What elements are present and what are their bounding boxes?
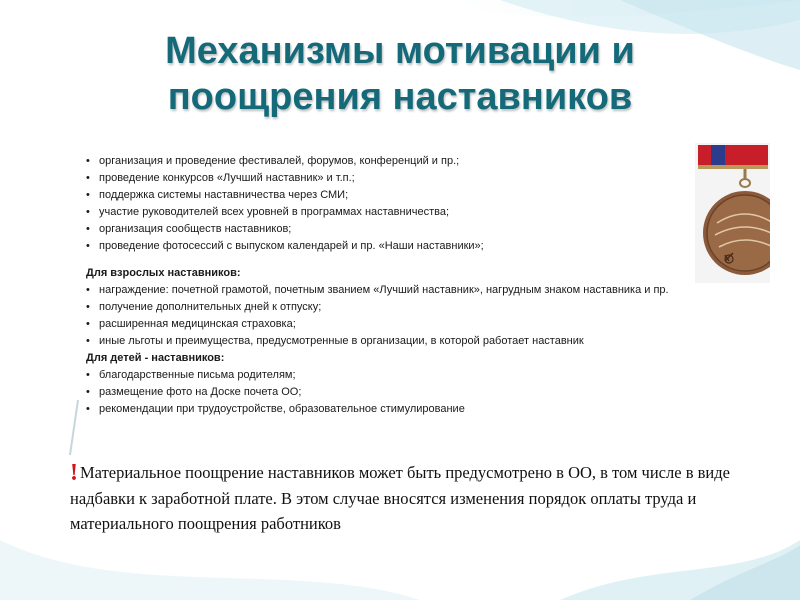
list-item: • проведение конкурсов «Лучший наставник» и т.п.; [86, 170, 736, 187]
list-item: • получение дополнительных дней к отпуску; [86, 299, 736, 316]
list-item: • проведение фотосессий с выпуском календарей и пр. «Наши наставники»; [86, 238, 736, 255]
medal-image [695, 143, 770, 283]
slide-title [60, 28, 740, 120]
children-section-heading: Для детей - наставников: [86, 352, 225, 364]
general-list [86, 153, 736, 255]
list-item: • рекомендации при трудоустройстве, образовательное стимулирование [86, 401, 736, 418]
note-paragraph [70, 460, 770, 536]
list-item: • размещение фото на Доске почета ОО; [86, 384, 736, 401]
adult-list [86, 284, 736, 350]
mechanisms-lists [86, 153, 736, 418]
exclamation-mark: ! [70, 460, 78, 486]
title-line-1: Механизмы мотивации и [165, 30, 635, 72]
list-item: • иные льготы и преимущества, предусмотренные в организации, в которой работает наставник [86, 333, 736, 350]
list-item: • награждение: почетной грамотой, почетным званием «Лучший наставник», нагрудным знаком наставника и пр. [86, 284, 736, 297]
decorative-line [64, 400, 84, 460]
adult-section-heading: Для взрослых наставников: [86, 267, 241, 279]
title-line-2: поощрения наставников [167, 76, 633, 118]
list-item: • участие руководителей всех уровней в программах наставничества; [86, 204, 736, 221]
list-item: • поддержка системы наставничества через СМИ; [86, 187, 736, 204]
list-item: • организация и проведение фестивалей, форумов, конференций и пр.; [86, 153, 736, 170]
list-item: • благодарственные письма родителям; [86, 367, 736, 384]
list-item: • расширенная медицинская страховка; [86, 316, 736, 333]
children-list [86, 367, 736, 418]
list-item: • организация сообществ наставников; [86, 221, 736, 238]
mechanisms-panel [66, 143, 738, 443]
note-text: Материальное поощрение наставников может быть предусмотрено в ОО, в том числе в виде надбавки к заработной плате. В этом случае вносятся изменения порядок оплаты труда и материального поощрения работников [70, 463, 730, 533]
